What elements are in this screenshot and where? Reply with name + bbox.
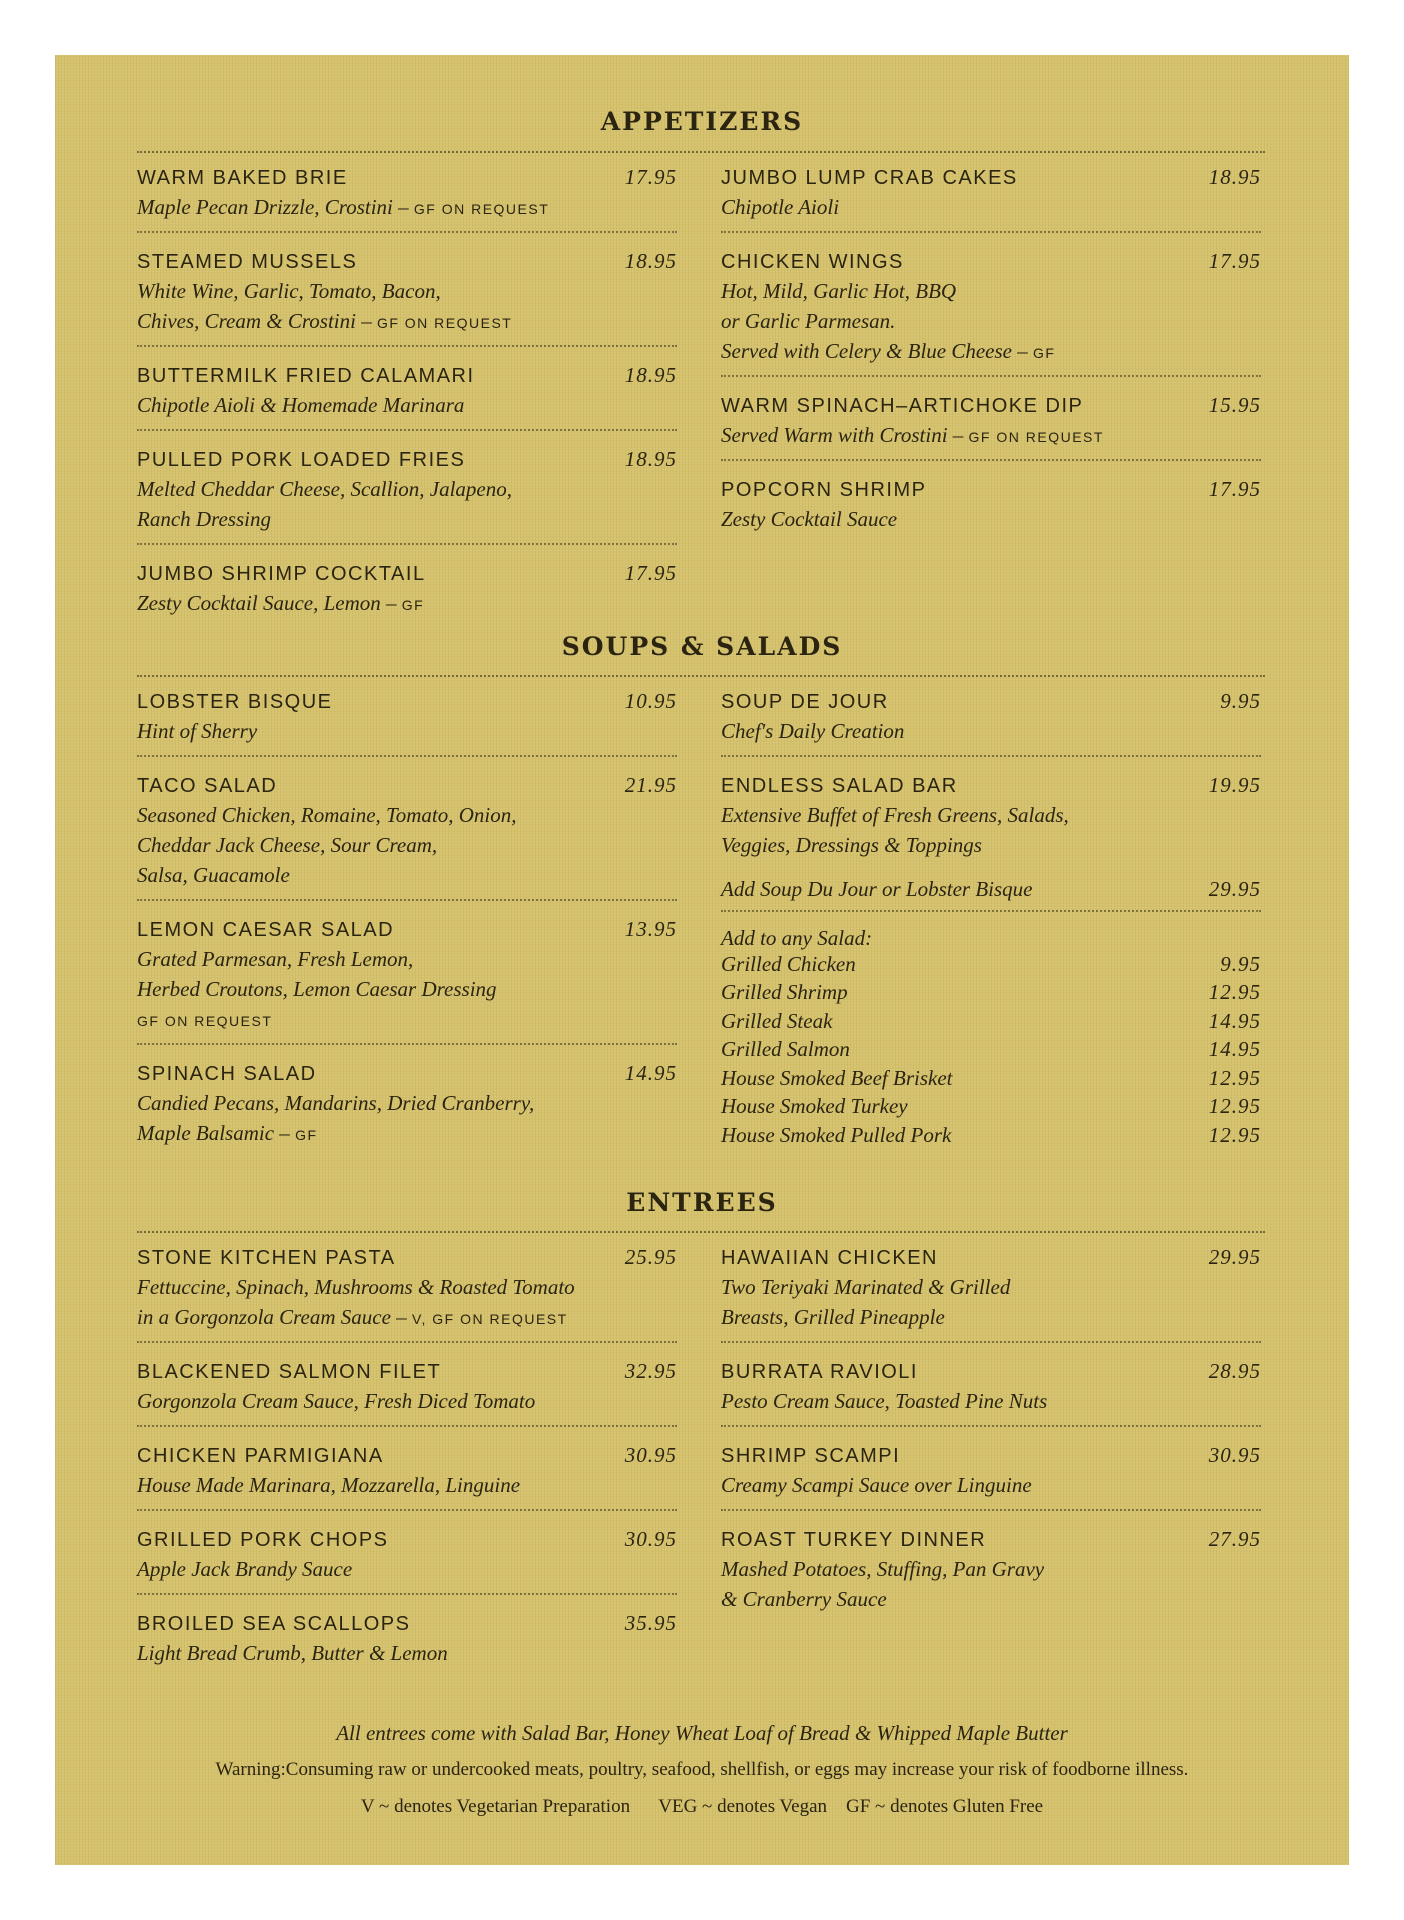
menu-item-description: [721, 505, 1261, 535]
menu-item: [721, 1443, 1261, 1511]
dietary-tag: GF ON REQUEST: [137, 1013, 273, 1029]
menu-item-name: HAWAIIAN CHICKEN: [721, 1247, 938, 1269]
menu-item: [721, 773, 1261, 869]
menu-item-header: [137, 447, 677, 475]
menu-item-description: [721, 801, 1261, 831]
menu-item-name: BROILED SEA SCALLOPS: [137, 1613, 411, 1635]
salad-addon-item: [721, 1094, 1261, 1123]
description-text: Salsa, Guacamole: [137, 863, 290, 887]
menu-item-price: 29.95: [1208, 1245, 1261, 1269]
description-text: Fettuccine, Spinach, Mushrooms & Roasted Tomato: [137, 1275, 575, 1299]
menu-item-description: [137, 1639, 677, 1669]
menu-item-description: [721, 193, 1261, 223]
menu-item-name: LOBSTER BISQUE: [137, 691, 333, 713]
menu-item-price: 17.95: [1208, 249, 1261, 273]
menu-item-price: 28.95: [1208, 1359, 1261, 1383]
salad-addon-price: 9.95: [1220, 951, 1261, 976]
menu-item-header: [137, 1527, 677, 1555]
menu-item-price: 30.95: [1208, 1443, 1261, 1467]
description-text: Zesty Cocktail Sauce: [721, 507, 898, 531]
dietary-tag: V, GF ON REQUEST: [411, 1311, 568, 1327]
salad-addon-price: 12.95: [1208, 1065, 1261, 1090]
menu-item-header: [721, 1245, 1261, 1273]
menu-item: [721, 1359, 1261, 1427]
description-text: House Made Marinara, Mozzarella, Linguine: [137, 1473, 521, 1497]
appetizers-left-column: [137, 165, 677, 643]
section-title-entrees: ENTREES: [626, 1188, 778, 1217]
menu-item-price: 21.95: [624, 773, 677, 797]
menu-item-description: [721, 1585, 1261, 1615]
menu-item-description: [137, 307, 677, 337]
menu-item-price: 17.95: [624, 165, 677, 189]
menu-item-name: LEMON CAESAR SALAD: [137, 919, 395, 941]
description-text: or Garlic Parmesan.: [721, 309, 896, 333]
add-to-salad-header: Add to any Salad:: [721, 925, 873, 950]
salad-addon-price: 14.95: [1208, 1008, 1261, 1033]
entrees-right-column: [721, 1245, 1261, 1639]
menu-item-name: ROAST TURKEY DINNER: [721, 1529, 987, 1551]
salad-bar-addon-price: 29.95: [1208, 877, 1261, 901]
description-text: in a Gorgonzola Cream Sauce –: [137, 1305, 412, 1329]
description-text: Two Teriyaki Marinated & Grilled: [721, 1275, 1011, 1299]
section-divider: [137, 1231, 1265, 1233]
menu-item-price: 35.95: [624, 1611, 677, 1635]
menu-item: [137, 1443, 677, 1511]
description-text: Hot, Mild, Garlic Hot, BBQ: [721, 279, 957, 303]
menu-item-header: [721, 477, 1261, 505]
menu-item: [721, 393, 1261, 461]
salad-addon-price: 14.95: [1208, 1037, 1261, 1061]
dietary-tag: GF ON REQUEST: [413, 201, 550, 217]
menu-item-description: [721, 277, 1261, 307]
salad-addon-item: [721, 1009, 1261, 1038]
menu-item-name: BUTTERMILK FRIED CALAMARI: [137, 365, 475, 387]
menu-page: [55, 55, 1349, 1865]
menu-item-description: [137, 801, 677, 831]
salad-addon-name: Grilled Steak: [721, 1008, 833, 1033]
menu-item: [721, 1527, 1261, 1623]
description-text: Grated Parmesan, Fresh Lemon,: [137, 947, 414, 971]
description-text: Chef's Daily Creation: [721, 719, 905, 743]
description-text: Maple Pecan Drizzle, Crostini –: [137, 195, 414, 219]
menu-item: [137, 1611, 677, 1677]
menu-item-header: [721, 773, 1261, 801]
menu-item-name: POPCORN SHRIMP: [721, 479, 927, 501]
salad-addon-name: House Smoked Turkey: [721, 1094, 908, 1118]
description-text: Mashed Potatoes, Stuffing, Pan Gravy: [721, 1557, 1045, 1581]
menu-item-header: [721, 249, 1261, 277]
menu-item-price: 13.95: [624, 917, 677, 941]
menu-item-name: SPINACH SALAD: [137, 1063, 317, 1085]
menu-item: [721, 689, 1261, 757]
menu-item-description: [137, 475, 677, 505]
description-text: Served Warm with Crostini –: [721, 423, 969, 447]
menu-item: [137, 689, 677, 757]
menu-item: [137, 917, 677, 1045]
menu-item-description: [721, 337, 1261, 367]
menu-item-price: 17.95: [1208, 477, 1261, 501]
description-text: Seasoned Chicken, Romaine, Tomato, Onion,: [137, 803, 517, 827]
section-title-appetizers: APPETIZERS: [600, 107, 804, 136]
description-text: Melted Cheddar Cheese, Scallion, Jalapeno,: [137, 477, 512, 501]
description-text: Chives, Cream & Crostini –: [137, 309, 377, 333]
description-text: Gorgonzola Cream Sauce, Fresh Diced Tomato: [137, 1389, 536, 1413]
section-divider: [137, 675, 1265, 677]
description-text: Veggies, Dressings & Toppings: [721, 833, 982, 857]
footer-warning: Warning:Consuming raw or undercooked meats, poultry, seafood, shellfish, or eggs may increase your risk of foodborne illness.: [215, 1759, 1189, 1780]
menu-item-name: ENDLESS SALAD BAR: [721, 775, 958, 797]
menu-item-description: [721, 421, 1261, 451]
menu-item-header: [137, 773, 677, 801]
menu-item-price: 25.95: [624, 1245, 677, 1269]
menu-item-price: 10.95: [624, 689, 677, 713]
menu-item: [137, 1061, 677, 1157]
description-text: Herbed Croutons, Lemon Caesar Dressing: [137, 977, 497, 1001]
menu-item-header: [721, 689, 1261, 717]
salad-addon-item: [721, 952, 1261, 981]
menu-item: [137, 1359, 677, 1427]
menu-item-description: [721, 1387, 1261, 1417]
menu-item-header: [137, 165, 677, 193]
description-text: Breasts, Grilled Pineapple: [721, 1305, 945, 1329]
menu-item-name: PULLED PORK LOADED FRIES: [137, 449, 466, 471]
description-text: Chipotle Aioli & Homemade Marinara: [137, 393, 465, 417]
menu-item-name: STONE KITCHEN PASTA: [137, 1247, 396, 1269]
menu-item-description: [137, 1387, 677, 1417]
menu-item-header: [721, 1527, 1261, 1555]
salad-addon-item: [721, 1123, 1261, 1152]
menu-item-description: [721, 307, 1261, 337]
menu-item-header: [137, 1061, 677, 1089]
salad-addon-price: 12.95: [1208, 980, 1261, 1004]
description-text: Pesto Cream Sauce, Toasted Pine Nuts: [721, 1389, 1048, 1413]
menu-item-name: JUMBO LUMP CRAB CAKES: [721, 167, 1018, 189]
menu-item-name: STEAMED MUSSELS: [137, 251, 358, 273]
salad-addon-name: Grilled Salmon: [721, 1037, 850, 1061]
menu-item-price: 17.95: [624, 561, 677, 585]
menu-item-description: [137, 505, 677, 535]
menu-item-header: [721, 1443, 1261, 1471]
menu-item: [137, 1527, 677, 1595]
menu-item-header: [137, 1443, 677, 1471]
description-text: Served with Celery & Blue Cheese –: [721, 339, 1033, 363]
soups-right-column: [721, 689, 1261, 1151]
menu-item: [721, 1245, 1261, 1343]
menu-item-header: [137, 561, 677, 589]
salad-addon-item: [721, 1037, 1261, 1066]
menu-item-name: BLACKENED SALMON FILET: [137, 1361, 442, 1383]
menu-item: [137, 561, 677, 627]
salad-addon-name: Grilled Shrimp: [721, 980, 848, 1004]
menu-item-description: [721, 1273, 1261, 1303]
menu-item-name: TACO SALAD: [137, 775, 278, 797]
menu-item-name: CHICKEN PARMIGIANA: [137, 1445, 384, 1467]
menu-item-price: 9.95: [1220, 689, 1261, 713]
menu-item-price: 27.95: [1208, 1527, 1261, 1551]
menu-item: [721, 249, 1261, 377]
description-text: Maple Balsamic –: [137, 1121, 296, 1145]
description-text: Cheddar Jack Cheese, Sour Cream,: [137, 833, 438, 857]
menu-item-price: 18.95: [624, 363, 677, 387]
soups-left-column: [137, 689, 677, 1173]
salad-addon-price: 12.95: [1208, 1122, 1261, 1147]
menu-item-description: [721, 1471, 1261, 1501]
menu-item-price: 18.95: [1208, 165, 1261, 189]
dietary-tag: GF ON REQUEST: [968, 429, 1104, 445]
section-divider: [137, 151, 1265, 153]
menu-item: [721, 165, 1261, 233]
menu-item-description: [137, 831, 677, 861]
menu-item: [137, 363, 677, 431]
menu-item-name: SHRIMP SCAMPI: [721, 1445, 901, 1467]
menu-item-description: [137, 277, 677, 307]
menu-item-header: [137, 917, 677, 945]
menu-item-description: [137, 717, 677, 747]
description-text: Ranch Dressing: [137, 507, 271, 531]
menu-item-description: [137, 1471, 677, 1501]
menu-item: [137, 1245, 677, 1343]
menu-item: [137, 447, 677, 545]
menu-item-price: 15.95: [1208, 393, 1261, 417]
menu-item-price: 19.95: [1208, 773, 1261, 797]
menu-item-description: [721, 831, 1261, 861]
menu-item-description: [137, 391, 677, 421]
menu-item-description: [137, 975, 677, 1005]
menu-item-header: [137, 249, 677, 277]
menu-item-description: [137, 1303, 677, 1333]
salad-addon-item: [721, 980, 1261, 1009]
menu-item-price: 30.95: [624, 1527, 677, 1551]
dietary-tag: GF: [1033, 345, 1056, 361]
menu-item: [137, 773, 677, 901]
menu-item-price: 18.95: [624, 447, 677, 471]
description-text: White Wine, Garlic, Tomato, Bacon,: [137, 279, 441, 303]
description-text: Apple Jack Brandy Sauce: [137, 1557, 353, 1581]
description-text: & Cranberry Sauce: [721, 1587, 887, 1611]
description-text: Zesty Cocktail Sauce, Lemon –: [137, 591, 402, 615]
menu-item-price: 32.95: [624, 1359, 677, 1383]
menu-item-description: [137, 193, 677, 223]
menu-item-header: [721, 165, 1261, 193]
salad-bar-addon-label: Add Soup Du Jour or Lobster Bisque: [721, 877, 1033, 901]
description-text: Candied Pecans, Mandarins, Dried Cranberry,: [137, 1091, 535, 1115]
description-text: Chipotle Aioli: [721, 195, 840, 219]
menu-item-description: [137, 945, 677, 975]
dietary-tag: GF: [295, 1127, 318, 1143]
salad-addon-price: 12.95: [1208, 1094, 1261, 1118]
menu-item: [137, 249, 677, 347]
salad-addon-name: House Smoked Beef Brisket: [721, 1065, 953, 1090]
dietary-tag: GF ON REQUEST: [376, 315, 513, 331]
menu-item-header: [137, 1245, 677, 1273]
menu-item-name: SOUP DE JOUR: [721, 691, 889, 713]
description-text: Creamy Scampi Sauce over Linguine: [721, 1473, 1032, 1497]
footer-legend: V ~ denotes Vegetarian Preparation VEG ~ denotes Vegan GF ~ denotes Gluten Free: [360, 1796, 1044, 1817]
menu-item-header: [721, 393, 1261, 421]
entrees-left-column: [137, 1245, 677, 1693]
salad-addon-item: [721, 1066, 1261, 1095]
menu-item-description: [137, 589, 677, 619]
footer-note: All entrees come with Salad Bar, Honey Wheat Loaf of Bread & Whipped Maple Butter: [336, 1721, 1068, 1745]
menu-item-name: WARM SPINACH–ARTICHOKE DIP: [721, 395, 1084, 417]
menu-item-description: [721, 717, 1261, 747]
menu-item-header: [137, 1611, 677, 1639]
menu-item-description: [137, 1089, 677, 1119]
description-text: Hint of Sherry: [137, 719, 258, 743]
dietary-tag: GF: [401, 597, 425, 613]
menu-item-header: [137, 689, 677, 717]
menu-item-header: [721, 1359, 1261, 1387]
menu-item-price: 14.95: [624, 1061, 677, 1085]
menu-item: [137, 165, 677, 233]
menu-item-header: [137, 363, 677, 391]
description-text: Light Bread Crumb, Butter & Lemon: [137, 1641, 448, 1665]
menu-item-description: [137, 1005, 677, 1035]
menu-item-description: [137, 1555, 677, 1585]
menu-item-name: WARM BAKED BRIE: [137, 167, 348, 189]
appetizers-right-column: [721, 165, 1261, 559]
menu-item-description: [137, 1119, 677, 1149]
menu-item-description: [137, 861, 677, 891]
section-title-soups-salads: SOUPS & SALADS: [561, 632, 843, 661]
menu-item-description: [721, 1555, 1261, 1585]
salad-addon-name: House Smoked Pulled Pork: [721, 1122, 952, 1147]
menu-item-description: [137, 1273, 677, 1303]
menu-item-name: BURRATA RAVIOLI: [721, 1361, 918, 1383]
menu-item-header: [137, 1359, 677, 1387]
menu-item-name: GRILLED PORK CHOPS: [137, 1529, 389, 1551]
menu-item: [721, 477, 1261, 543]
menu-item-description: [721, 1303, 1261, 1333]
menu-item-price: 18.95: [624, 249, 677, 273]
menu-item-price: 30.95: [624, 1443, 677, 1467]
description-text: Extensive Buffet of Fresh Greens, Salads,: [721, 803, 1069, 827]
salad-bar-addon: [721, 877, 1261, 912]
salad-addon-name: Grilled Chicken: [721, 951, 856, 976]
menu-item-name: JUMBO SHRIMP COCKTAIL: [137, 563, 426, 585]
menu-item-name: CHICKEN WINGS: [721, 251, 904, 273]
